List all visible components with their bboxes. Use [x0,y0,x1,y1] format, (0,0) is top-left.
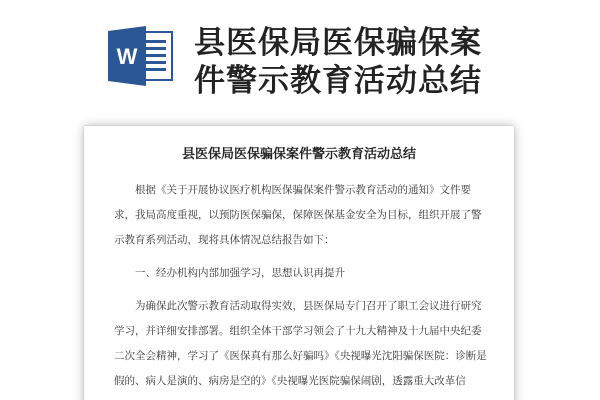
paragraph-section-1: 为确保此次警示教育活动取得实效，县医保局专门召开了职工会议进行研究学习，并详细安排部署。组织全体干部学习领会了十九大精神及十九届中央纪委二次全会精神，学习了《医保真有那么好骗吗》《央视曝光沈阳骗保医院：诊断是假的、病人是演的、病房是空的》《央视曝光医院骗保闹剧，透露重大改革信 [114,300,487,387]
header-banner [0,0,600,112]
document-title: 县医保局医保骗保案件警示教育活动总结 [181,147,416,162]
word-icon-letter: W [116,44,138,69]
section-heading-1: 一、经办机构内部加强学习，思想认识再提升 [135,267,345,279]
document-page-preview [84,126,514,400]
banner-title [194,24,524,100]
banner-title-line-2: 件警示教育活动总结 [194,63,482,99]
banner-title-line-1: 县医保局医保骗保案 [194,25,482,61]
document-body [114,178,490,394]
word-document-icon [106,26,174,86]
paragraph-intro: 根据《关于开展协议医疗机构医保骗保案件警示教育活动的通知》文件要求，我局高度重视，以预防医保骗保，保障医保基金安全为目标，组织开展了警示教育系列活动，现将具体情况总结报告如下： [114,184,482,246]
